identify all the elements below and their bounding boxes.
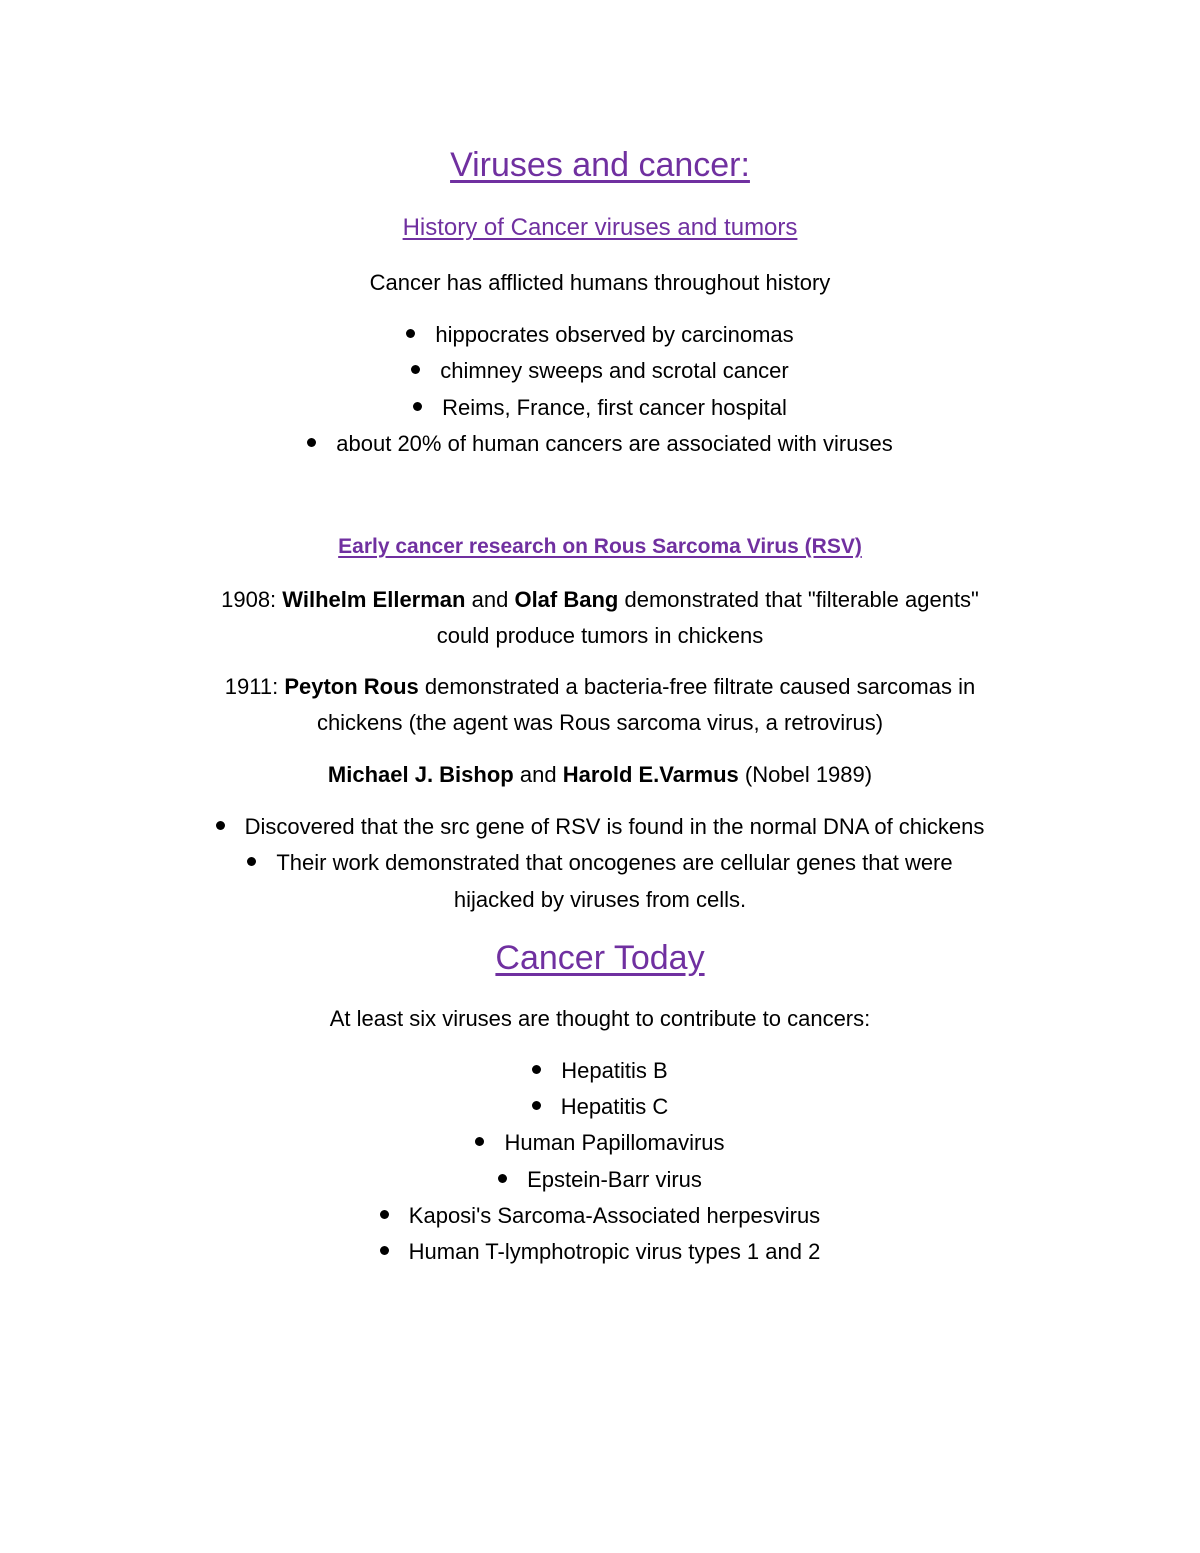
list-item: hippocrates observed by carcinomas bbox=[0, 322, 1200, 348]
list-item: Epstein-Barr virus bbox=[0, 1167, 1200, 1193]
bullet-icon bbox=[498, 1174, 507, 1183]
list-item: Human Papillomavirus bbox=[0, 1130, 1200, 1156]
paragraph-1911-line2: chickens (the agent was Rous sarcoma virus, a retrovirus) bbox=[316, 710, 884, 735]
history-heading: History of Cancer viruses and tumors bbox=[402, 214, 798, 241]
bullet-icon bbox=[413, 402, 422, 411]
bullet-icon bbox=[532, 1065, 541, 1074]
list-item: about 20% of human cancers are associated with viruses bbox=[0, 431, 1200, 457]
list-item: chimney sweeps and scrotal cancer bbox=[0, 358, 1200, 384]
early-research-heading: Early cancer research on Rous Sarcoma Virus (RSV) bbox=[338, 535, 862, 558]
paragraph-nobel: Michael J. Bishop and Harold E.Varmus (Nobel 1989) bbox=[327, 762, 873, 787]
paragraph-1908: 1908: Wilhelm Ellerman and Olaf Bang demonstrated that "filterable agents" bbox=[221, 587, 979, 612]
paragraph-1908-line2: could produce tumors in chickens bbox=[436, 623, 764, 648]
cancer-today-heading: Cancer Today bbox=[495, 939, 705, 977]
list-item: Discovered that the src gene of RSV is found in the normal DNA of chickens bbox=[0, 814, 1200, 840]
list-item: Their work demonstrated that oncogenes are cellular genes that were bbox=[0, 850, 1200, 876]
bullet-icon bbox=[475, 1137, 484, 1146]
list-item: Hepatitis B bbox=[0, 1058, 1200, 1084]
list-item: Human T-lymphotropic virus types 1 and 2 bbox=[0, 1239, 1200, 1265]
bullet-icon bbox=[307, 438, 316, 447]
list-item: Hepatitis C bbox=[0, 1094, 1200, 1120]
paragraph-1911: 1911: Peyton Rous demonstrated a bacteria-free filtrate caused sarcomas in bbox=[224, 674, 976, 699]
bullet-icon bbox=[532, 1101, 541, 1110]
page-title: Viruses and cancer: bbox=[450, 146, 750, 184]
list-item: Kaposi's Sarcoma-Associated herpesvirus bbox=[0, 1203, 1200, 1229]
bullet-icon bbox=[411, 365, 420, 374]
bullet-icon bbox=[247, 857, 256, 866]
cancer-today-intro: At least six viruses are thought to contribute to cancers: bbox=[329, 1006, 871, 1031]
bullet-icon bbox=[406, 329, 415, 338]
bullet-icon bbox=[380, 1246, 389, 1255]
history-intro: Cancer has afflicted humans throughout history bbox=[369, 270, 831, 295]
list-item-continuation: hijacked by viruses from cells. bbox=[453, 887, 747, 912]
bullet-icon bbox=[380, 1210, 389, 1219]
list-item: Reims, France, first cancer hospital bbox=[0, 395, 1200, 421]
bullet-icon bbox=[216, 821, 225, 830]
